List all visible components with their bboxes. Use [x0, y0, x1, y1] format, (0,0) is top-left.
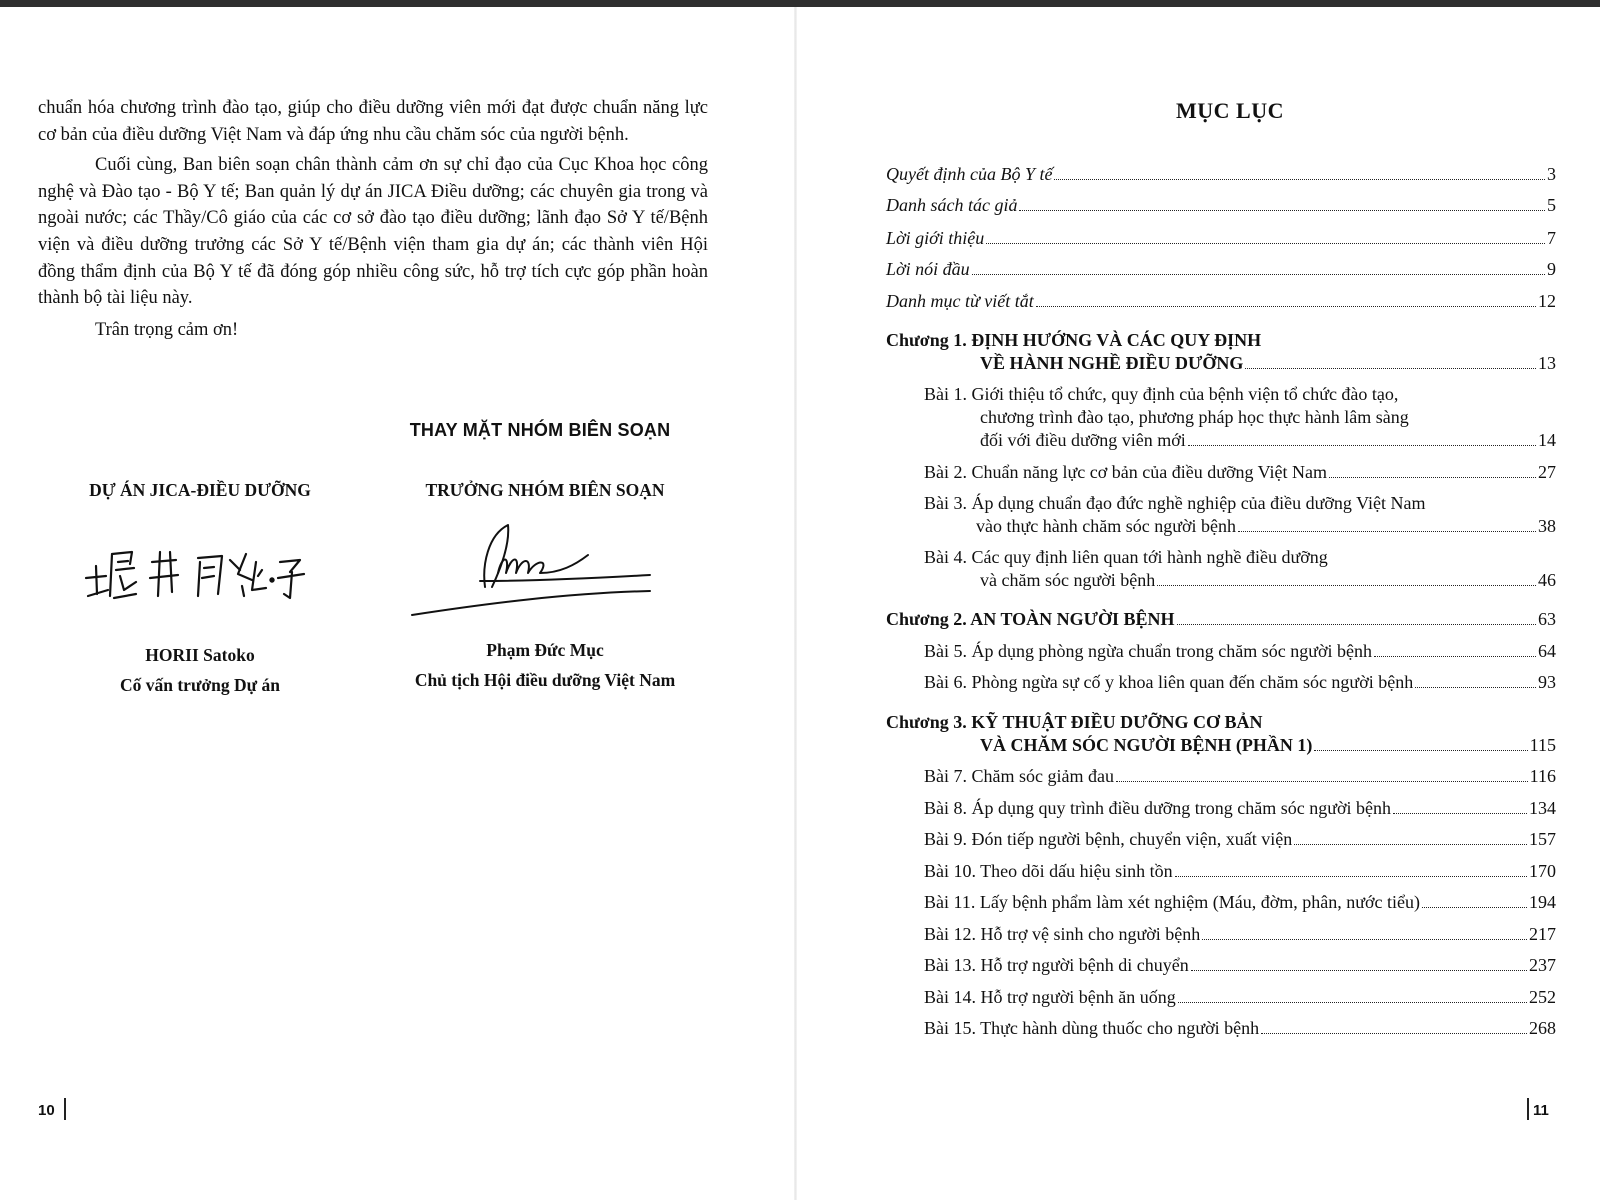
toc-lesson-14: [924, 985, 1556, 1009]
toc-lesson-6: [924, 670, 1556, 694]
toc-page: 12: [1538, 291, 1556, 311]
toc-leader: [1116, 781, 1528, 782]
toc-page: 9: [1547, 259, 1556, 279]
toc-lesson-3-line1: Bài 3. Áp dụng chuẩn đạo đức nghề nghiệp của điều dưỡng Việt Nam: [924, 493, 1426, 513]
left-body-text: [38, 95, 708, 343]
toc-leader: [1202, 939, 1527, 940]
toc-leader: [1178, 1002, 1527, 1003]
toc-page: 38: [1538, 516, 1556, 536]
toc-leader: [1415, 687, 1536, 688]
toc-label: Bài 8. Áp dụng quy trình điều dưỡng trong chăm sóc người bệnh: [924, 798, 1391, 818]
toc-chapter-1: [980, 351, 1556, 375]
toc-label: Lời giới thiệu: [886, 228, 985, 248]
toc-leader: [972, 274, 1545, 275]
toc-leader: [986, 243, 1545, 244]
toc-label: Danh sách tác giả: [886, 195, 1018, 215]
closing-thanks: Trân trọng cảm ơn!: [95, 319, 239, 340]
toc-leader: [1191, 970, 1527, 971]
toc-page: 64: [1538, 641, 1556, 661]
toc-page: 27: [1538, 462, 1556, 482]
toc-label: Danh mục từ viết tắt: [886, 291, 1034, 311]
toc-lesson-1-line2: chương trình đào tạo, phương pháp học thực hành lâm sàng: [980, 407, 1409, 427]
toc-label: Quyết định của Bộ Y tế: [886, 164, 1053, 184]
toc-leader: [1177, 624, 1537, 625]
toc-lesson-15: [924, 1016, 1556, 1040]
toc-label: Chương 2. AN TOÀN NGƯỜI BỆNH: [886, 609, 1175, 629]
toc-chapter-1-line1: Chương 1. ĐỊNH HƯỚNG VÀ CÁC QUY ĐỊNH: [886, 330, 1262, 350]
toc-label: Bài 5. Áp dụng phòng ngừa chuẩn trong chăm sóc người bệnh: [924, 641, 1372, 661]
toc-lesson-4-line1: Bài 4. Các quy định liên quan tới hành nghề điều dưỡng: [924, 547, 1328, 567]
toc-lesson-4: [980, 568, 1556, 592]
on-behalf-heading: THAY MẶT NHÓM BIÊN SOẠN: [409, 420, 671, 440]
toc-leader: [1054, 179, 1545, 180]
pham-duc-muc-name: Phạm Đức Mục: [486, 640, 604, 660]
toc-lesson-7: [924, 764, 1556, 788]
toc-page: 14: [1538, 430, 1556, 450]
pham-duc-muc-signature: [410, 515, 670, 625]
toc-label: Bài 9. Đón tiếp người bệnh, chuyển viện, xuất viện: [924, 829, 1293, 849]
toc-page: 7: [1547, 228, 1556, 248]
toc-leader: [1245, 368, 1536, 369]
toc-page: 170: [1529, 861, 1556, 881]
paragraph-acknowledgement: Cuối cùng, Ban biên soạn chân thành cảm ơn sự chỉ đạo của Cục Khoa học công nghệ và Đào tạo - Bộ Y tế; Ban quản lý dự án JICA Điều dưỡng; các chuyên gia trong và ngoài nước; các Thầy/Cô giáo của các cơ sở đào tạo điều dưỡng; lãnh đạo Sở Y tế/Bệnh viện và điều dưỡng trưởng các Sở Y tế/Bệnh viện tham gia dự án; các thành viên Hội đồng thẩm định của Bộ Y tế đã đóng góp nhiều công sức, hỗ trợ tích cực góp phần hoàn thành bộ tài liệu này.: [38, 155, 708, 309]
toc-label: Bài 13. Hỗ trợ người bệnh di chuyển: [924, 955, 1189, 975]
toc-label: vào thực hành chăm sóc người bệnh: [976, 516, 1236, 536]
toc-leader: [1314, 750, 1527, 751]
toc-leader: [1329, 477, 1536, 478]
toc-page: 157: [1529, 829, 1556, 849]
toc-lesson-1: [980, 428, 1556, 452]
page-number-right: 11: [1533, 1102, 1549, 1119]
toc-leader: [1422, 907, 1527, 908]
toc-leader: [1019, 210, 1545, 211]
toc-label: Lời nói đầu: [886, 259, 970, 279]
toc-lesson-8: [924, 796, 1556, 820]
toc-page: 237: [1529, 955, 1556, 975]
toc-leader: [1393, 813, 1527, 814]
toc-label: Bài 2. Chuẩn năng lực cơ bản của điều dưỡng Việt Nam: [924, 462, 1328, 482]
jica-project-title: DỰ ÁN JICA-ĐIỀU DƯỠNG: [89, 480, 311, 500]
toc-page: 115: [1529, 735, 1556, 755]
toc-page: 268: [1529, 1018, 1556, 1038]
toc-label: VỀ HÀNH NGHỀ ĐIỀU DƯỠNG: [980, 353, 1244, 373]
editor-lead-title: TRƯỞNG NHÓM BIÊN SOẠN: [425, 480, 665, 500]
horii-role: Cố vấn trưởng Dự án: [119, 675, 280, 695]
toc-entry-decision: [886, 162, 1556, 186]
page-number-bar-right: [1527, 1098, 1529, 1120]
toc-page: 134: [1529, 798, 1556, 818]
toc-leader: [1261, 1033, 1527, 1034]
paragraph-continuation: chuẩn hóa chương trình đào tạo, giúp cho điều dưỡng viên mới đạt được chuẩn năng lực cơ bản của điều dưỡng Việt Nam và đáp ứng nhu cầu chăm sóc của người bệnh.: [38, 98, 708, 145]
toc-entry-introduction: [886, 226, 1556, 250]
toc-lesson-3: [976, 514, 1556, 538]
toc-label: đối với điều dưỡng viên mới: [980, 430, 1186, 450]
pham-duc-muc-role: Chủ tịch Hội điều dưỡng Việt Nam: [414, 670, 676, 690]
toc-label: Bài 10. Theo dõi dấu hiệu sinh tồn: [924, 861, 1173, 881]
toc-lesson-5: [924, 639, 1556, 663]
toc-page: 3: [1547, 164, 1556, 184]
toc-label: VÀ CHĂM SÓC NGƯỜI BỆNH (PHẦN 1): [980, 735, 1313, 755]
toc-leader: [1188, 445, 1536, 446]
toc-lesson-2: [924, 460, 1556, 484]
horii-signature: [80, 540, 310, 610]
toc-label: Bài 11. Lấy bệnh phẩm làm xét nghiệm (Máu, đờm, phân, nước tiểu): [924, 892, 1421, 912]
page-number-left: 10: [38, 1102, 55, 1119]
toc-page: 194: [1529, 892, 1556, 912]
toc-label: Bài 12. Hỗ trợ vệ sinh cho người bệnh: [924, 924, 1201, 944]
toc-label: và chăm sóc người bệnh: [980, 570, 1156, 590]
top-dark-edge: [0, 0, 1600, 7]
toc-lesson-10: [924, 859, 1556, 883]
toc-chapter-3-line1: Chương 3. KỸ THUẬT ĐIỀU DƯỠNG CƠ BẢN: [886, 712, 1263, 732]
toc-leader: [1036, 306, 1536, 307]
page-number-bar-left: [64, 1098, 66, 1120]
toc-leader: [1374, 656, 1536, 657]
toc-page: 116: [1529, 766, 1556, 786]
toc-entry-abbreviations: [886, 289, 1556, 313]
toc-entry-preface: [886, 257, 1556, 281]
toc-lesson-9: [924, 827, 1556, 851]
toc-label: Bài 14. Hỗ trợ người bệnh ăn uống: [924, 987, 1176, 1007]
toc-page: 252: [1529, 987, 1556, 1007]
toc-leader: [1157, 585, 1536, 586]
toc-lesson-1-line1: Bài 1. Giới thiệu tổ chức, quy định của bệnh viện tổ chức đào tạo,: [924, 384, 1399, 404]
toc-page: 217: [1529, 924, 1556, 944]
toc-lesson-13: [924, 953, 1556, 977]
toc-leader: [1238, 531, 1536, 532]
toc-page: 63: [1538, 609, 1556, 629]
toc-leader: [1294, 844, 1527, 845]
toc-label: Bài 6. Phòng ngừa sự cố y khoa liên quan đến chăm sóc người bệnh: [924, 672, 1414, 692]
toc-lesson-12: [924, 922, 1556, 946]
toc-page: 93: [1538, 672, 1556, 692]
toc-entry-authors: [886, 193, 1556, 217]
toc-page: 46: [1538, 570, 1556, 590]
toc-title: MỤC LỤC: [1176, 98, 1284, 123]
toc-label: Bài 15. Thực hành dùng thuốc cho người bệnh: [924, 1018, 1260, 1038]
toc-chapter-3: [980, 733, 1556, 757]
toc-chapter-2: [886, 607, 1556, 631]
horii-name: HORII Satoko: [145, 645, 255, 665]
toc-page: 13: [1538, 353, 1556, 373]
toc-lesson-11: [924, 890, 1556, 914]
toc-page: 5: [1547, 195, 1556, 215]
toc-label: Bài 7. Chăm sóc giảm đau: [924, 766, 1114, 786]
toc-leader: [1175, 876, 1527, 877]
